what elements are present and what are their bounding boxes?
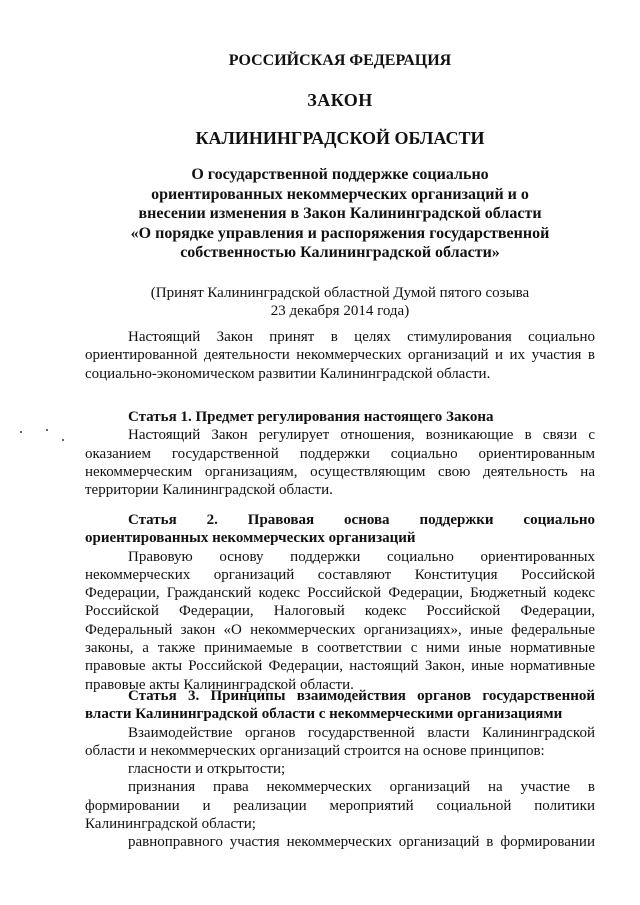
law-title-line: ориентированных некоммерческих организаций и о (151, 185, 529, 203)
article-2-line: правовые акты Российской Федерации, настоящий Закон, иные нормативные (85, 658, 595, 675)
law-title-line: «О порядке управления и распоряжения государственной (130, 224, 550, 242)
document-type-heading: ЗАКОН (307, 90, 373, 110)
article-1-line: Настоящий Закон регулирует отношения, возникающие в связи с (128, 427, 595, 444)
preamble-line: социально-экономическом развитии Калининградской области. (85, 365, 491, 382)
article-2-line: правовые акты Калининградской области. (85, 676, 354, 693)
article-3-line: формировании и реализации мероприятий социальной политики (85, 797, 595, 814)
article-3-line: равноправного участия некоммерческих организаций в формировании (128, 834, 595, 851)
article-2-line: Федерации, Гражданский кодекс Российской Федерации, Бюджетный кодекс (85, 585, 595, 602)
article-3-title: власти Калининградской области с некоммерческими организациями (85, 706, 563, 723)
adoption-note-line: 23 декабря 2014 года) (270, 303, 410, 319)
article-2-title: Статья 2. Правовая основа поддержки социально (128, 512, 595, 528)
law-title (85, 165, 595, 263)
scan-speck-marks (18, 425, 68, 445)
article-1 (85, 408, 595, 499)
article-3-line: гласности и открытости; (128, 761, 286, 778)
adoption-note-line: (Принят Калининградской областной Думой пятого созыва (150, 285, 530, 301)
article-1-line: некоммерческим организациям, осуществляющим свою деятельность на (85, 463, 595, 480)
region-heading: КАЛИНИНГРАДСКОЙ ОБЛАСТИ (195, 128, 485, 148)
law-title-line: внесении изменения в Закон Калининградской области (138, 205, 542, 222)
article-3-line: области и некоммерческих организаций строится на основе принципов: (85, 742, 545, 759)
article-3-line: Взаимодействие органов государственной власти Калининградской (128, 724, 595, 741)
adoption-note (85, 284, 595, 320)
article-3-line: признания права некоммерческих организаций на участие в (128, 779, 595, 796)
preamble-line: ориентированной деятельности некоммерческих организаций и их участия в (85, 347, 595, 364)
article-3 (85, 687, 595, 852)
country-heading: РОССИЙСКАЯ ФЕДЕРАЦИЯ (228, 52, 452, 69)
article-3-title: Статья 3. Принципы взаимодействия органов государственной (128, 688, 595, 704)
article-1-line: территории Калининградской области. (85, 482, 333, 499)
article-2-line: законы, а также принимаемые в соответствии с ними иные нормативные (85, 640, 595, 657)
law-title-line: собственностью Калининградской области» (180, 244, 500, 261)
article-2-line: Федеральный закон «О некоммерческих организациях», иные федеральные (85, 621, 595, 638)
article-1-line: оказанием государственной поддержки социально ориентированным (85, 445, 595, 462)
article-2-line: некоммерческих организаций составляют Конституция Российской (85, 566, 595, 583)
article-2-line: Правовую основу поддержки социально ориентированных (128, 548, 595, 565)
article-2 (85, 511, 595, 694)
preamble (85, 328, 595, 383)
law-title-line: О государственной поддержке социально (191, 166, 489, 183)
article-2-line: Российской Федерации, Налоговый кодекс Российской Федерации, (85, 603, 595, 620)
article-1-title: Статья 1. Предмет регулирования настоящего Закона (128, 409, 494, 425)
article-3-line: Калининградской области; (85, 816, 256, 833)
article-2-title: ориентированных некоммерческих организаций (85, 530, 416, 547)
document-page (85, 0, 595, 905)
preamble-line: Настоящий Закон принят в целях стимулирования социально (128, 329, 595, 345)
